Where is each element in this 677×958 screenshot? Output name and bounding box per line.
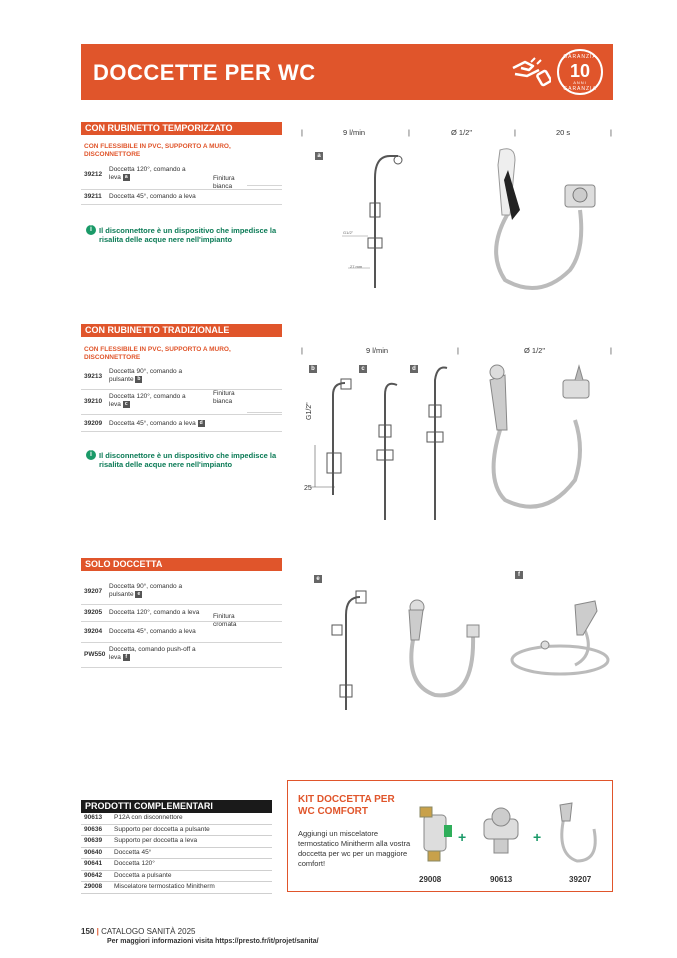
warranty-label-bottom: GARANZIA xyxy=(563,86,597,92)
product-desc: Doccetta 90°, comando a pulsante e xyxy=(109,583,183,599)
plus-sign: + xyxy=(458,829,467,845)
drawing-39207 xyxy=(318,585,378,715)
product-code: 39213 xyxy=(84,373,103,380)
drawing-39210 xyxy=(355,375,405,525)
warranty-number: 10 xyxy=(569,61,591,81)
finish-label: Finitura bianca xyxy=(213,175,235,190)
table-row xyxy=(81,643,282,668)
image-tag: a xyxy=(315,152,323,160)
warranty-unit: ANNI xyxy=(573,80,587,85)
section-title-solo-doccetta: SOLO DOCCETTA xyxy=(81,558,282,571)
image-tag: c xyxy=(123,401,130,408)
list-item: 29008 Miscelatore termostatico Minitherm xyxy=(81,882,272,894)
finish-label: Finitura cromata xyxy=(213,613,237,628)
product-desc: Doccetta 120°, comando a leva xyxy=(109,609,200,616)
image-tag: e xyxy=(314,575,322,583)
product-desc: Doccetta, comando push-off a leva f xyxy=(109,646,196,662)
section1-subheading: CON FLESSIBILE IN PVC, SUPPORTO A MURO, DISCONNETTORE xyxy=(84,143,231,158)
section-title-temporizzato: CON RUBINETTO TEMPORIZZATO xyxy=(81,122,282,135)
mixer-29008-image xyxy=(416,803,456,865)
page-number: 150 xyxy=(81,927,95,936)
spec-flow: 9 l/min xyxy=(366,346,389,355)
kit-title: KIT DOCCETTA PER WC COMFORT xyxy=(298,794,395,817)
catalog-name: CATALOGO SANITÀ 2025 xyxy=(101,927,196,936)
drawing-39212 xyxy=(340,148,410,293)
divider xyxy=(247,185,282,186)
spec-separator: | xyxy=(408,128,410,137)
divider xyxy=(247,604,282,605)
photo-PW550 xyxy=(505,595,610,685)
complementary-title: PRODOTTI COMPLEMENTARI xyxy=(81,800,272,813)
info-icon: i xyxy=(86,450,96,460)
spec-diameter: Ø 1/2" xyxy=(524,346,546,355)
product-code: 39212 xyxy=(84,171,103,178)
table-row xyxy=(81,190,282,205)
product-code: 39210 xyxy=(84,398,103,405)
product-code: 39207 xyxy=(84,588,103,595)
photo-39212 xyxy=(480,140,610,295)
section2-subheading: CON FLESSIBILE IN PVC, SUPPORTO A MURO, DISCONNETTORE xyxy=(84,346,231,361)
disconnector-note: Il disconnettore è un dispositivo che impedisce la risalita delle acque nere nell'impianto xyxy=(99,226,277,244)
image-tag: b xyxy=(309,365,317,373)
info-icon: i xyxy=(86,225,96,235)
spec-separator: | xyxy=(610,128,612,137)
drawing-39209 xyxy=(405,360,455,525)
product-code: PW550 xyxy=(84,651,106,658)
product-desc: Doccetta 45°, comando a leva d xyxy=(109,420,203,428)
photo-39205 xyxy=(395,595,495,705)
product-code: 39209 xyxy=(84,420,103,427)
drawing-39213 xyxy=(305,375,360,500)
list-item: 90641 Doccetta 120° xyxy=(81,859,272,871)
photo-39213 xyxy=(475,360,610,515)
valve-90613-image xyxy=(476,805,526,859)
spec-flow: 9 l/min xyxy=(343,128,366,137)
dimension-label: 27 mm xyxy=(350,264,363,269)
spec-time: 20 s xyxy=(556,128,571,137)
plus-sign: + xyxy=(533,829,542,845)
product-code: 39205 xyxy=(84,609,103,616)
image-tag: e xyxy=(135,591,142,598)
spec-separator: | xyxy=(514,128,516,137)
complementary-list xyxy=(81,813,272,894)
table-row xyxy=(81,605,282,622)
divider xyxy=(247,412,282,413)
list-item: 90642 Doccetta a pulsante xyxy=(81,871,272,883)
product-code: 39204 xyxy=(84,628,103,635)
spec-separator: | xyxy=(301,346,303,355)
image-tag: a xyxy=(123,174,130,181)
table-row xyxy=(81,622,282,643)
handshower-39207-image xyxy=(552,799,607,869)
table-row xyxy=(81,580,282,605)
image-tag: d xyxy=(410,365,418,373)
finish-label: Finitura bianca xyxy=(213,390,235,405)
image-tag: f xyxy=(123,654,130,661)
warranty-label-top: GARANZIA xyxy=(563,54,597,60)
dimension-label: G1/2" xyxy=(343,230,354,235)
kit-code: 29008 xyxy=(419,875,442,884)
dimension-label: 25 xyxy=(304,485,312,492)
spec-diameter: Ø 1/2" xyxy=(451,128,473,137)
image-tag: c xyxy=(359,365,367,373)
page-title: DOCCETTE PER WC xyxy=(93,60,316,85)
footer-separator: | xyxy=(96,927,99,936)
spec-separator: | xyxy=(610,346,612,355)
spec-separator: | xyxy=(301,128,303,137)
product-desc: Doccetta 45°, comando a leva xyxy=(109,628,196,635)
kit-code: 90613 xyxy=(490,875,513,884)
list-item: 90639 Supporto per doccetta a leva xyxy=(81,836,272,848)
list-item: 90640 Doccetta 45° xyxy=(81,848,272,860)
table-row xyxy=(81,365,282,390)
product-desc: Doccetta 120°, comando a leva c xyxy=(109,393,186,409)
page-header xyxy=(81,44,613,100)
section-title-tradizionale: CON RUBINETTO TRADIZIONALE xyxy=(81,324,282,337)
image-tag: d xyxy=(199,420,203,426)
kit-description: Aggiungi un miscelatore termostatico Minitherm alla vostra doccetta per wc per un maggiore comfort! xyxy=(298,829,411,868)
page-footer xyxy=(81,927,195,936)
image-tag: f xyxy=(515,571,523,579)
product-desc: Doccetta 90°, comando a pulsante b xyxy=(109,368,183,384)
product-code: 39211 xyxy=(84,193,102,200)
kit-comfort-box xyxy=(287,780,613,892)
hand-water-icon xyxy=(511,54,551,90)
spec-separator: | xyxy=(457,346,459,355)
footer-info-link[interactable]: Per maggiori informazioni visita https://presto.fr/it/projet/sanita/ xyxy=(107,938,319,945)
product-desc: Doccetta 120°, comando a leva a xyxy=(109,166,186,182)
dimension-label: G1/2" xyxy=(306,402,313,420)
kit-code: 39207 xyxy=(569,875,592,884)
list-item: 90636 Supporto per doccetta a pulsante xyxy=(81,825,272,837)
product-desc: Doccetta 45°, comando a leva xyxy=(109,193,196,200)
table-row xyxy=(81,415,282,432)
list-item: 90613 P12A con disconnettore xyxy=(81,813,272,825)
disconnector-note: Il disconnettore è un dispositivo che impedisce la risalita delle acque nere nell'impianto xyxy=(99,451,277,469)
warranty-badge xyxy=(557,49,603,95)
image-tag: b xyxy=(137,376,141,382)
